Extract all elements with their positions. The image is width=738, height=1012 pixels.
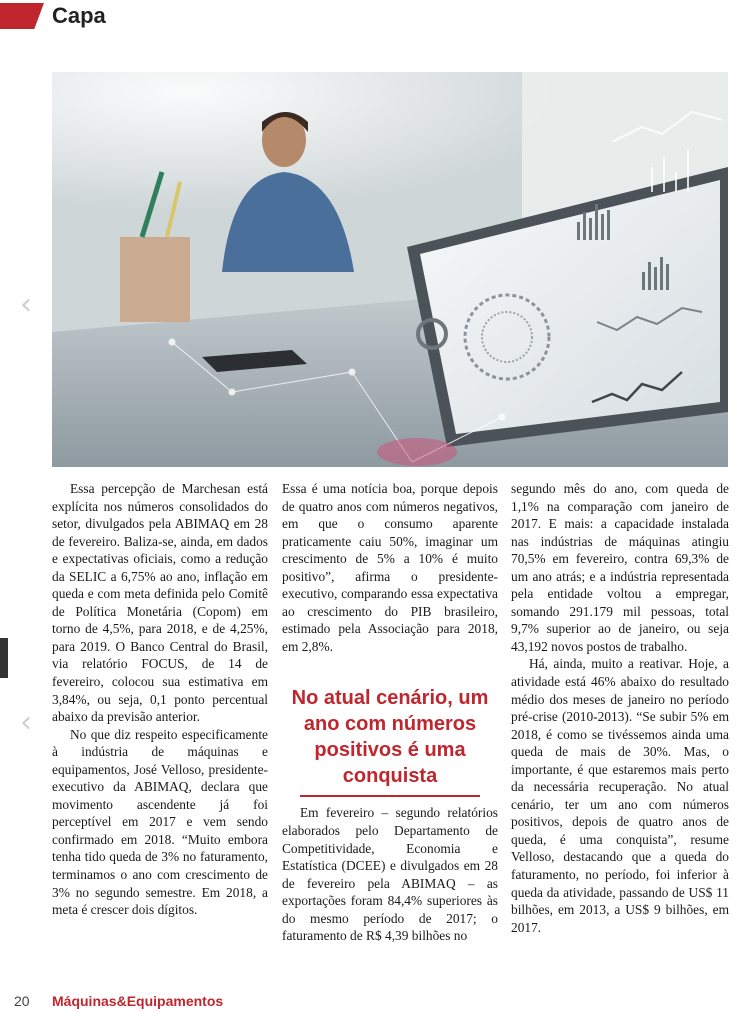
paragraph: Essa percepção de Marchesan está explícita nos números consolidados do setor, divulgados pela ABIMAQ em 28 de fevereiro. Baliza-se, ainda, em dados e expectativas oficiais, como a redução da SELIC a 6,75% ao ano, inflação em queda e com meta definida pelo Comitê de Política Monetária (Copom) em torno de 4,5%, para 2018, e de 4,25%, para 2019. O Banco Central do Brasil, via relatório FOCUS, de 14 de fevereiro, colocou sua estimativa em 3,84%, ou seja, 0,1 ponto percentual abaixo da previsão anterior. bbox=[52, 481, 268, 725]
paragraph: Há, ainda, muito a reativar. Hoje, a atividade está 46% abaixo do resultado médio dos meses de janeiro no período pré-crise (2010-2013). “Se subir 5% em 2018, é como se tivéssemos ainda uma queda de mais de 30%. Mas, o importante, é que estaremos mais perto da necessária recuperação. No atual cenário, ter um ano com números positivos, depois de quatro anos de queda, é uma conquista”, resume Velloso, destacando que a queda do faturamento, no período, foi inferior à queda da atividade, passando de US$ 11 bilhões, em 2013, a US$ 9 bilhões, em 2017. bbox=[511, 656, 729, 935]
publication-name-part2: Equipamentos bbox=[126, 993, 224, 1009]
paragraph: No que diz respeito especificamente à indústria de máquinas e equipamentos, José Velloso, presidente-executivo da ABIMAQ, declara que movimento ascendente já foi perceptível em 2017 e vem sendo confirmado em 2018. “Muito embora tenha tido queda de 3% no faturamento, terminamos o ano com crescimento de 3% no segundo semestre. Em 2018, a meta é crescer dois dígitos. bbox=[52, 726, 268, 918]
article-column-1 bbox=[52, 480, 268, 919]
hero-image bbox=[52, 72, 728, 467]
pull-quote: No atual cenário, um ano com números positivos é uma conquista bbox=[291, 687, 489, 787]
article-column-3 bbox=[511, 480, 729, 936]
page-footer bbox=[14, 992, 223, 1010]
previous-page-arrow-icon-lower[interactable]: ‹ bbox=[20, 705, 32, 740]
pull-quote-rule bbox=[300, 795, 480, 797]
section-title: Capa bbox=[52, 3, 106, 28]
paragraph: Em fevereiro – segundo relatórios elaborados pelo Departamento de Competitividade, Economia e Estatística (DCEE) e divulgados em 28 de fevereiro pela ABIMAQ – as exportações foram 84,4% superiores às do mesmo período de 2017; o faturamento de R$ 4,39 bilhões no bbox=[282, 805, 498, 944]
section-accent-bar bbox=[0, 3, 44, 29]
page-number: 20 bbox=[14, 993, 30, 1009]
paragraph: segundo mês do ano, com queda de 1,1% na comparação com janeiro de 2017. E mais: a capacidade instalada nas indústrias de máquinas atingiu 70,5% em fevereiro, contra 69,3% de um ano atrás; e a indústria representada pela entidade voltou a empregar, somando 291.179 mil pessoas, total 9,7% superior ao de janeiro, ou seja 43,192 novos postos de trabalho. bbox=[511, 481, 729, 654]
section-tag bbox=[0, 0, 106, 32]
previous-page-arrow-icon[interactable]: ‹ bbox=[20, 287, 32, 322]
side-tab-marker bbox=[0, 638, 8, 678]
paragraph: Essa é uma notícia boa, porque depois de quatro anos com números negativos, em que o consumo aparente praticamente caiu 50%, imaginar um crescimento de 5% a 10% é muito positivo”, afirma o presidente-executivo, comparando essa expectativa ao crescimento do PIB brasileiro, estimado pela Associação para 2018, em 2,8%. bbox=[282, 481, 498, 654]
publication-name-part1: Máquinas bbox=[52, 993, 117, 1009]
publication-name-ampersand: & bbox=[116, 993, 127, 1009]
analytics-illustration-icon bbox=[52, 72, 728, 467]
